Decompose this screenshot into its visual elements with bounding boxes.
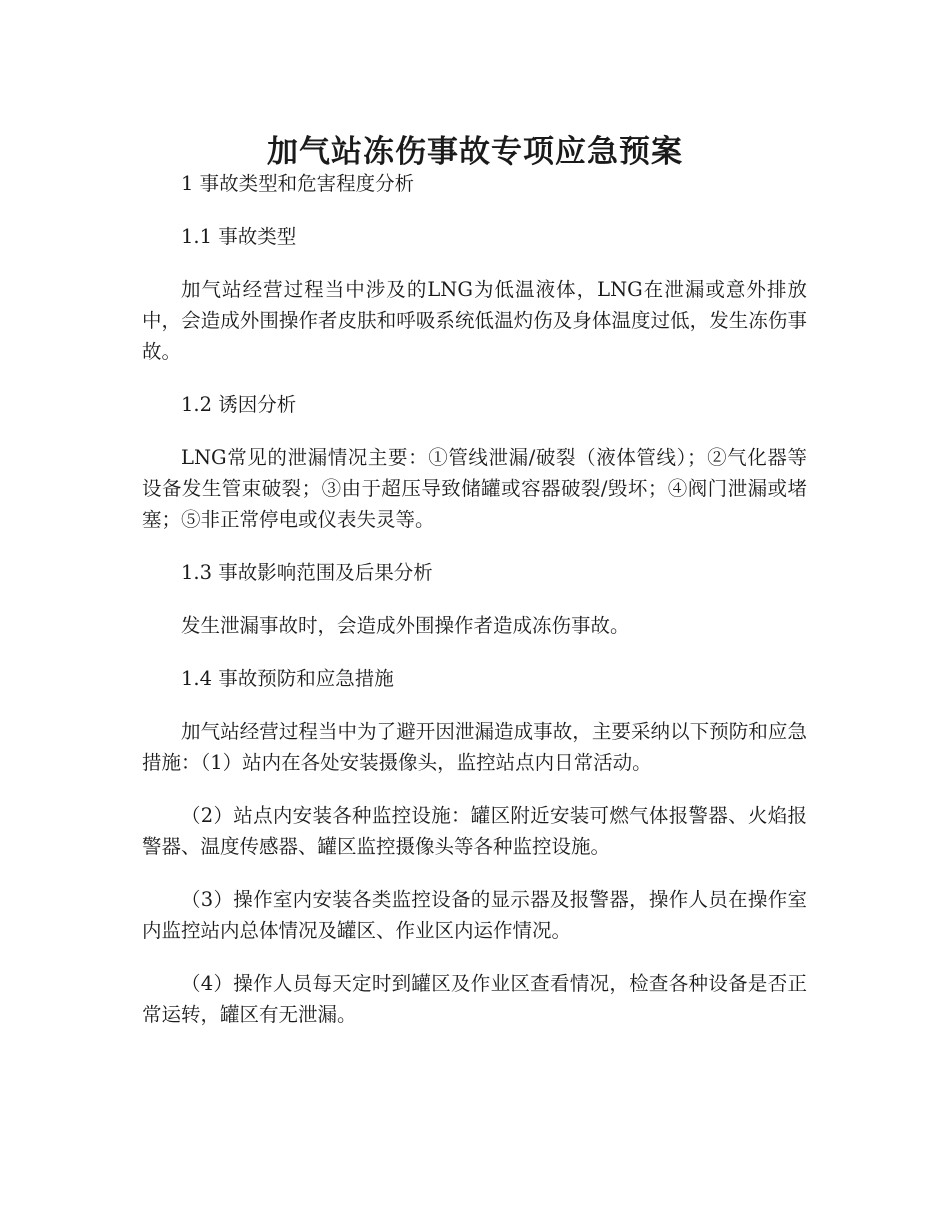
paragraph-measure-3: （3）操作室内安装各类监控设备的显示器及报警器，操作人员在操作室内监控站内总体情况及罐区、作业区内运作情况。 [142,888,807,942]
document-body [142,168,807,1052]
document-title: 加气站冻伤事故专项应急预案 [267,133,683,170]
paragraph-accident-type: 加气站经营过程当中涉及的LNG为低温液体，LNG在泄漏或意外排放中，会造成外围操作者皮肤和呼吸系统低温灼伤及身体温度过低，发生冻伤事故。 [142,278,807,363]
section-heading-1-1: 1.1 事故类型 [181,225,297,248]
section-heading-1-3: 1.3 事故影响范围及后果分析 [181,561,433,584]
section-heading-1-4: 1.4 事故预防和应急措施 [181,667,394,690]
paragraph-prevention-intro: 加气站经营过程当中为了避开因泄漏造成事故，主要采纳以下预防和应急措施：（1）站内在各处安装摄像头，监控站点内日常活动。 [142,720,807,774]
section-heading-1: 1 事故类型和危害程度分析 [181,172,415,195]
paragraph-impact-analysis: 发生泄漏事故时，会造成外围操作者造成冻伤事故。 [181,614,630,637]
paragraph-measure-2: （2）站点内安装各种监控设施：罐区附近安装可燃气体报警器、火焰报警器、温度传感器、罐区监控摄像头等各种监控设施。 [142,804,807,858]
section-heading-1-2: 1.2 诱因分析 [181,393,297,416]
paragraph-measure-4: （4）操作人员每天定时到罐区及作业区查看情况，检查各种设备是否正常运转，罐区有无泄漏。 [142,972,807,1026]
paragraph-cause-analysis: LNG常见的泄漏情况主要：①管线泄漏/破裂（液体管线）；②气化器等设备发生管束破裂；③由于超压导致储罐或容器破裂/毁坏；④阀门泄漏或堵塞；⑤非正常停电或仪表失灵等。 [142,446,807,531]
